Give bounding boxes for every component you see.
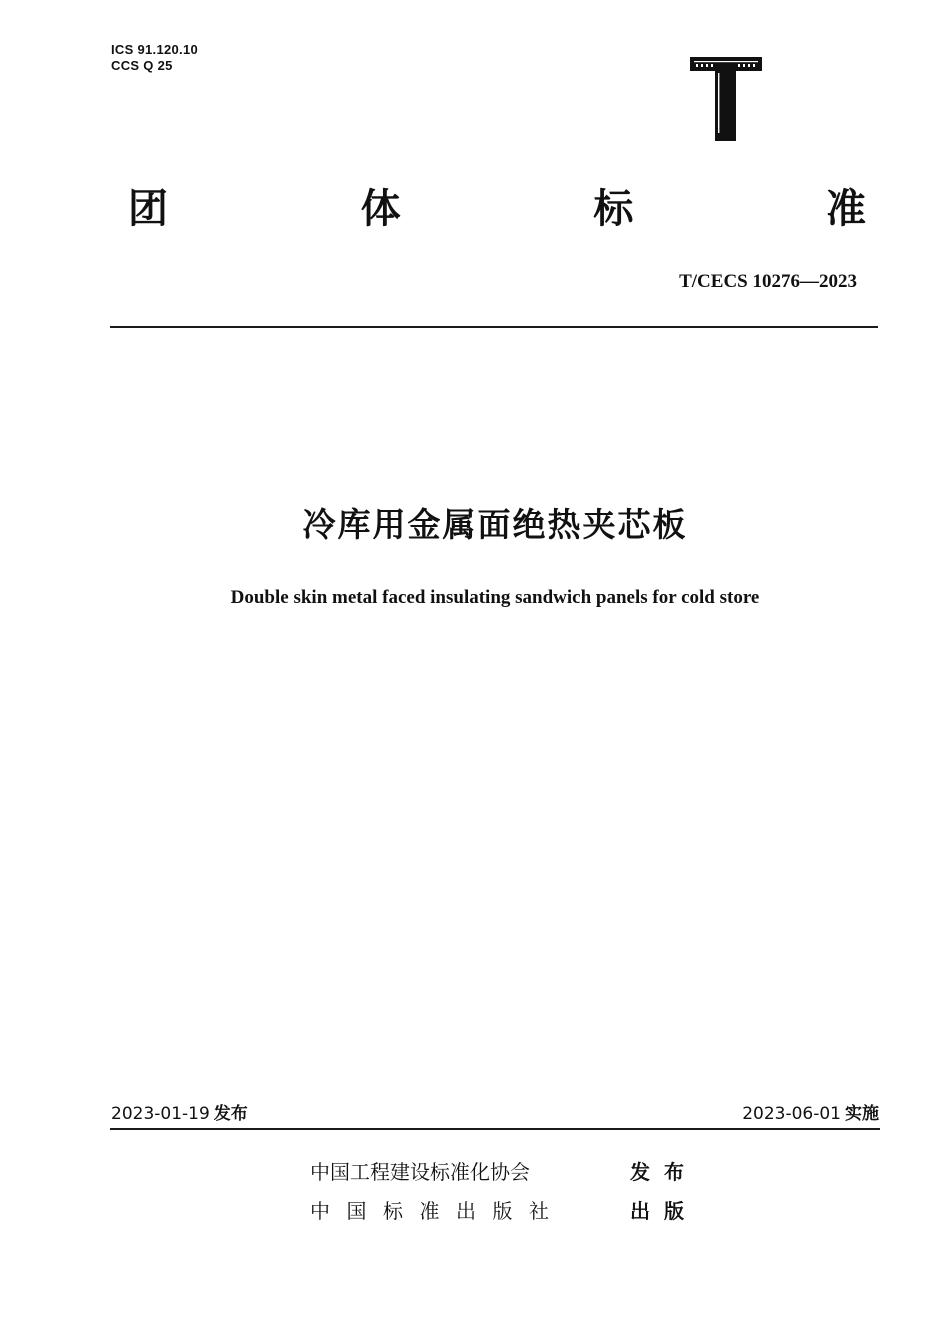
title-char: 准 — [825, 186, 866, 232]
publisher-role: 出版 — [630, 1199, 698, 1223]
ccs-code: CCS Q 25 — [111, 58, 173, 73]
top-divider — [110, 326, 878, 328]
issue-date-label: 发布 — [213, 1104, 248, 1124]
classification-codes — [111, 42, 198, 74]
publisher-name: 中国工程建设标准化协会 — [310, 1160, 530, 1184]
implementation-date-value: 2023-06-01 — [742, 1104, 841, 1124]
document-title-english: Double skin metal faced insulating sandwich panels for cold store — [230, 587, 760, 608]
publisher-name: 中国标准出版社 — [310, 1199, 566, 1223]
title-char: 团 — [128, 186, 168, 232]
publisher-row — [310, 1156, 698, 1185]
publisher-row — [310, 1195, 698, 1224]
issue-date — [111, 1099, 248, 1124]
title-char: 标 — [593, 186, 634, 232]
issue-date-value: 2023-01-19 — [111, 1104, 210, 1124]
standard-number: T/CECS 10276—2023 — [679, 271, 857, 292]
standard-category-title — [128, 185, 866, 233]
implementation-date-label: 实施 — [845, 1104, 879, 1124]
document-title-chinese: 冷库用金属面绝热夹芯板 — [302, 505, 688, 544]
implementation-date — [742, 1099, 879, 1124]
publisher-role: 发布 — [630, 1160, 698, 1184]
ics-code: ICS 91.120.10 — [111, 42, 199, 57]
title-char: 体 — [360, 186, 401, 232]
bottom-divider — [110, 1128, 880, 1130]
t-standard-logo-icon — [688, 55, 764, 143]
